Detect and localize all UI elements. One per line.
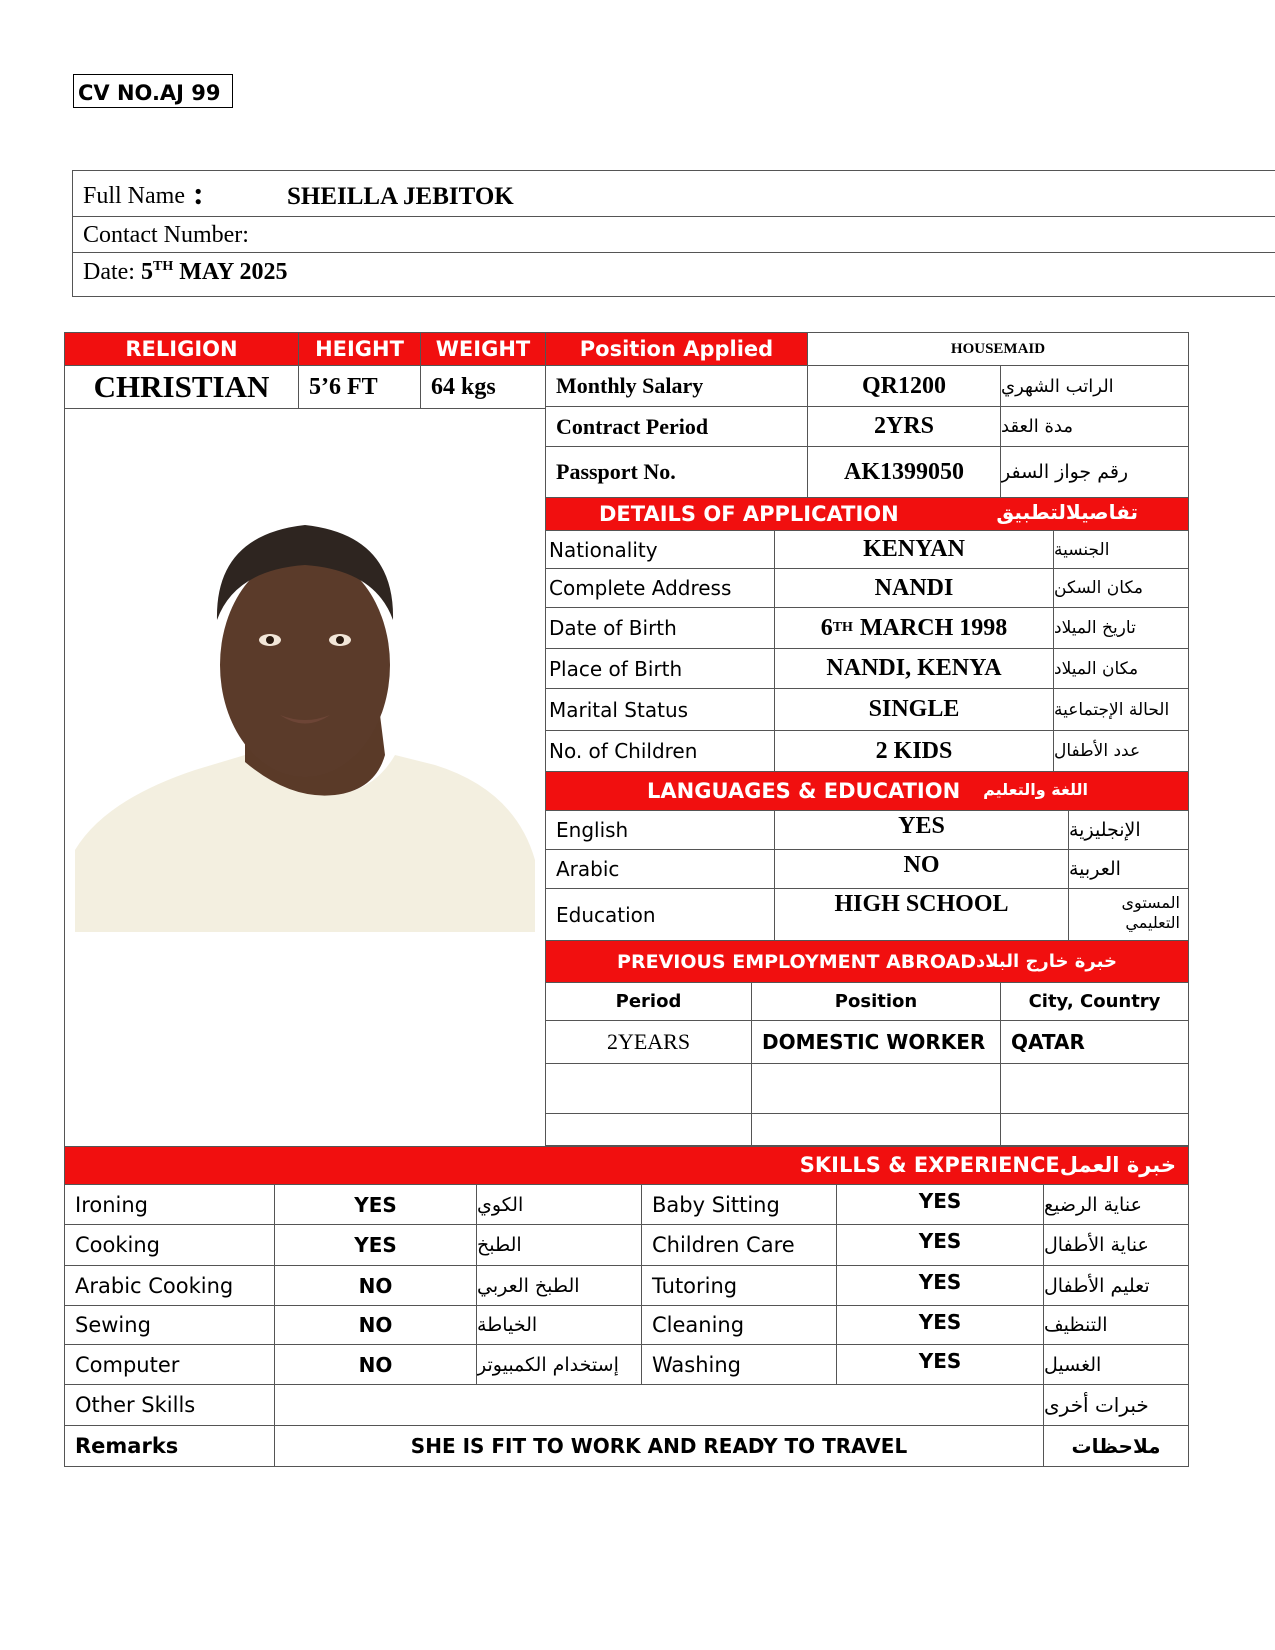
colon: : (193, 175, 204, 211)
details-arabic: مكان السكن (1054, 569, 1189, 608)
skill-label: Washing (642, 1345, 837, 1385)
details-arabic: عدد الأطفال (1054, 731, 1189, 772)
skill-arabic: الغسيل (1044, 1345, 1189, 1385)
employment-empty-cell (546, 1064, 752, 1114)
skill-value: YES (837, 1225, 1044, 1266)
other-skills-label: Other Skills (65, 1385, 275, 1426)
cv-number: CV NO.AJ 99 (73, 74, 233, 108)
weight-header: WEIGHT (421, 333, 546, 366)
salary-value: QR1200 (808, 366, 1001, 407)
date-row (83, 259, 287, 286)
skill-label: Tutoring (642, 1266, 837, 1306)
details-value: SINGLE (775, 689, 1054, 731)
weight-value: 64 kgs (421, 366, 546, 409)
language-label: English (546, 811, 775, 850)
education-arabic-line1: المستوى (1121, 893, 1180, 912)
skill-value: YES (837, 1185, 1044, 1225)
skill-label: Sewing (65, 1306, 275, 1345)
other-skills-arabic: خبرات أخرى (1044, 1385, 1189, 1426)
skills-title: SKILLS & EXPERIENCE (799, 1153, 1060, 1177)
height-value: 5’6 FT (299, 366, 421, 409)
remarks-value: SHE IS FIT TO WORK AND READY TO TRAVEL (275, 1426, 1044, 1467)
language-label: Education (546, 889, 775, 941)
skill-label: Cleaning (642, 1306, 837, 1345)
date-label: Date: (83, 259, 135, 285)
religion-header: RELIGION (65, 333, 299, 366)
details-arabic: تاريخ الميلاد (1054, 608, 1189, 649)
details-label: Nationality (546, 531, 775, 569)
details-title: DETAILS OF APPLICATION (599, 502, 899, 526)
skill-arabic: إستخدام الكمبيوتر (477, 1345, 642, 1385)
full-name-row (73, 171, 1275, 217)
remarks-arabic: ملاحظات (1044, 1426, 1189, 1467)
skill-arabic: الخياطة (477, 1306, 642, 1345)
languages-title: LANGUAGES & EDUCATION (647, 779, 961, 803)
salary-label: Monthly Salary (546, 366, 808, 407)
employment-position: DOMESTIC WORKER (752, 1021, 1001, 1064)
skill-label: Children Care (642, 1225, 837, 1266)
dob-rest: MARCH 1998 (859, 614, 1008, 641)
details-label: Date of Birth (546, 608, 775, 649)
skill-label: Baby Sitting (642, 1185, 837, 1225)
skills-title-wrap (800, 1153, 1176, 1177)
full-name-label: Full Name (83, 183, 185, 209)
skill-value: NO (275, 1266, 477, 1306)
passport-label: Passport No. (546, 447, 808, 498)
employment-col-position: Position (752, 983, 1001, 1021)
skill-arabic: تعليم الأطفال (1044, 1266, 1189, 1306)
passport-value: AK1399050 (808, 447, 1001, 498)
details-value: KENYAN (775, 531, 1054, 569)
religion-value: CHRISTIAN (65, 366, 299, 409)
language-value: NO (775, 850, 1069, 889)
language-value: YES (775, 811, 1069, 850)
employment-empty-cell (1001, 1064, 1189, 1114)
skill-label: Cooking (65, 1225, 275, 1266)
employment-empty-cell (752, 1064, 1001, 1114)
photo-face (220, 553, 390, 777)
contact-label: Contact Number: (83, 222, 249, 248)
details-label: Marital Status (546, 689, 775, 731)
details-label: No. of Children (546, 731, 775, 772)
skill-value: YES (837, 1266, 1044, 1306)
skill-arabic: الطبخ (477, 1225, 642, 1266)
skills-header (65, 1146, 1189, 1185)
skill-value: YES (837, 1345, 1044, 1385)
details-value: NANDI, KENYA (775, 649, 1054, 689)
header-box (72, 170, 1275, 297)
height-header: HEIGHT (299, 333, 421, 366)
skills-title-arabic: خبرة العمل (1059, 1153, 1176, 1177)
details-title-arabic: تفاصيلالتطبيق (996, 500, 1138, 524)
details-label: Complete Address (546, 569, 775, 608)
language-value: HIGH SCHOOL (775, 889, 1069, 941)
date-day: 5 (140, 259, 153, 285)
education-arabic-line2: التعليمي (1125, 913, 1180, 932)
contract-label: Contract Period (546, 407, 808, 447)
details-value: 2 KIDS (775, 731, 1054, 772)
profile-photo (75, 500, 535, 932)
skill-arabic: التنظيف (1044, 1306, 1189, 1345)
language-arabic: العربية (1069, 850, 1189, 889)
dob-sup: TH (832, 620, 853, 635)
skill-value: YES (275, 1185, 477, 1225)
employment-period: 2YEARS (546, 1021, 752, 1064)
contract-value: 2YRS (808, 407, 1001, 447)
contact-row (73, 217, 1275, 253)
skill-arabic: الكوي (477, 1185, 642, 1225)
employment-col-country: City, Country (1001, 983, 1189, 1021)
salary-arabic: الراتب الشهري (1001, 366, 1189, 407)
other-skills-value (275, 1385, 1044, 1426)
skill-arabic: الطبخ العربي (477, 1266, 642, 1306)
position-value: HOUSEMAID (808, 333, 1189, 366)
skill-value: NO (275, 1306, 477, 1345)
languages-header (546, 772, 1189, 811)
details-value (775, 608, 1054, 649)
language-label: Arabic (546, 850, 775, 889)
details-arabic: الحالة الإجتماعية (1054, 689, 1189, 731)
skill-value: NO (275, 1345, 477, 1385)
skill-arabic: عناية الرضيع (1044, 1185, 1189, 1225)
details-arabic: مكان الميلاد (1054, 649, 1189, 689)
employment-title-arabic: خبرة خارج البلاد (976, 951, 1117, 972)
details-arabic: الجنسية (1054, 531, 1189, 569)
skill-value: YES (275, 1225, 477, 1266)
languages-title-arabic: اللغة والتعليم (983, 780, 1088, 799)
position-label: Position Applied (546, 333, 808, 366)
dob-day: 6 (820, 614, 833, 641)
contract-arabic: مدة العقد (1001, 407, 1189, 447)
employment-empty-cell (546, 1114, 752, 1146)
date-rest: MAY 2025 (179, 259, 288, 285)
skill-value: YES (837, 1306, 1044, 1345)
passport-arabic: رقم جواز السفر (1001, 447, 1189, 498)
full-name-value: SHEILLA JEBITOK (287, 183, 514, 210)
skill-label: Ironing (65, 1185, 275, 1225)
language-arabic (1069, 889, 1189, 941)
skill-arabic: عناية الأطفال (1044, 1225, 1189, 1266)
employment-header (546, 941, 1189, 983)
details-label: Place of Birth (546, 649, 775, 689)
employment-title: PREVIOUS EMPLOYMENT ABROAD (617, 950, 977, 973)
employment-col-period: Period (546, 983, 752, 1021)
skill-label: Arabic Cooking (65, 1266, 275, 1306)
date-sup: TH (152, 259, 174, 274)
employment-empty-cell (752, 1114, 1001, 1146)
skill-label: Computer (65, 1345, 275, 1385)
language-arabic: الإنجليزية (1069, 811, 1189, 850)
details-header (546, 498, 1189, 531)
employment-empty-cell (1001, 1114, 1189, 1146)
remarks-label: Remarks (65, 1426, 275, 1467)
employment-country: QATAR (1001, 1021, 1189, 1064)
details-value: NANDI (775, 569, 1054, 608)
